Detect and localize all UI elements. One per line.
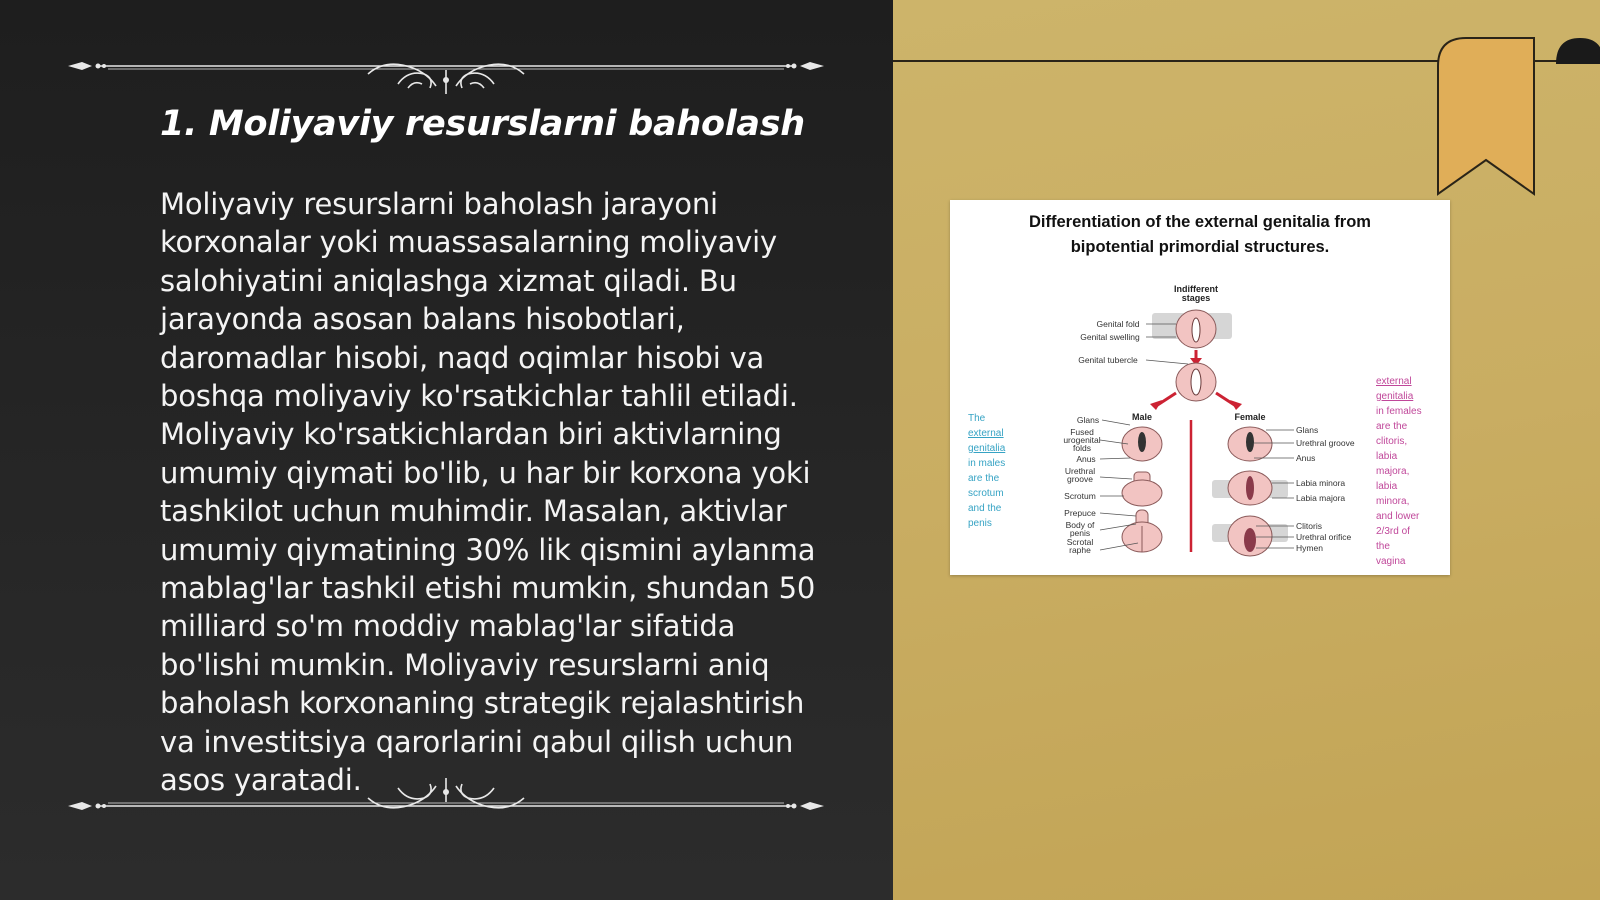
svg-text:and the: and the	[968, 503, 1002, 514]
svg-text:urogenital: urogenital	[1063, 435, 1101, 445]
figure-image	[950, 200, 1450, 575]
figure-title-line-2: bipotential primordial structures.	[1070, 238, 1330, 256]
svg-text:are the: are the	[968, 473, 1000, 484]
female-note	[1376, 376, 1422, 567]
svg-text:clitoris,: clitoris,	[1376, 436, 1408, 447]
svg-text:The: The	[968, 413, 986, 424]
ornamental-divider-top	[68, 44, 824, 94]
svg-text:groove: groove	[1067, 474, 1093, 484]
svg-text:Scrotal: Scrotal	[1066, 537, 1094, 547]
figure-title-line-1: Differentiation of the external genitalia from	[1029, 213, 1371, 231]
svg-text:vagina: vagina	[1376, 556, 1406, 567]
svg-text:minora,: minora,	[1376, 496, 1410, 507]
figure-title	[950, 210, 1450, 260]
bookmark-ribbon-icon	[1436, 36, 1536, 196]
svg-text:Genital swelling: Genital swelling	[1080, 332, 1140, 342]
male-label: Male	[1131, 412, 1153, 422]
male-note	[968, 413, 1006, 529]
svg-text:the: the	[1376, 541, 1390, 552]
male-stages	[1122, 427, 1162, 552]
svg-text:Glans: Glans	[1296, 425, 1319, 435]
svg-text:are the: are the	[1376, 421, 1408, 432]
svg-text:labia: labia	[1376, 481, 1398, 492]
svg-text:raphe: raphe	[1069, 545, 1091, 555]
svg-text:Labia minora: Labia minora	[1296, 478, 1346, 488]
svg-text:Glans: Glans	[1076, 415, 1100, 425]
svg-text:labia: labia	[1376, 451, 1398, 462]
svg-text:in females: in females	[1376, 406, 1422, 417]
svg-text:in males: in males	[968, 458, 1006, 469]
svg-text:folds: folds	[1073, 443, 1091, 453]
svg-text:external: external	[968, 428, 1004, 439]
svg-text:majora,: majora,	[1376, 466, 1410, 477]
indifferent-stage-label: Indifferent	[1174, 284, 1218, 294]
svg-text:Prepuce: Prepuce	[1064, 508, 1096, 518]
svg-text:Hymen: Hymen	[1296, 543, 1323, 553]
slide-body-text: Moliyaviy resurslarni baholash jarayoni korxonalar yoki muassasalarning moliyaviy salohiyatini aniqlashga xizmat qiladi. Bu jarayonda asosan balans hisobotlari, daromadlar hisobi, naqd oqimlar hisobi va boshqa moliyaviy ko'rsatkichlar tahlil etiladi. Moliyaviy ko'rsatkichlardan biri aktivlarning umumiy qiymati bo'lib, u har bir korxona yoki tashkilot uchun muhimdir. Masalan, aktivlar umumiy qiymatining 30% lik qismini aylanma mablag'lar tashkil etishi mumkin, shundan 50 milliard so'm moddiy mablag'lar sifatida bo'lishi mumkin. Moliyaviy resurslarni aniq baholash korxonaning strategik rejalashtirish va investitsiya qarorlarini qabul qilish uchun asos yaratadi.	[160, 187, 816, 798]
svg-text:Urethral orifice: Urethral orifice	[1296, 532, 1352, 542]
svg-text:external: external	[1376, 376, 1412, 387]
svg-text:genitalia: genitalia	[1376, 391, 1414, 402]
female-label: Female	[1234, 412, 1266, 422]
svg-text:Genital tubercle: Genital tubercle	[1078, 355, 1138, 365]
stages-label: stages	[1181, 293, 1211, 303]
svg-text:and lower: and lower	[1376, 511, 1420, 522]
svg-text:Urethral groove: Urethral groove	[1296, 438, 1355, 448]
svg-text:penis: penis	[1069, 528, 1091, 538]
svg-text:Genital fold: Genital fold	[1096, 319, 1140, 329]
svg-text:Anus: Anus	[1076, 454, 1096, 464]
svg-text:Labia majora: Labia majora	[1296, 493, 1346, 503]
svg-text:Body of: Body of	[1065, 520, 1095, 530]
svg-text:Anus: Anus	[1296, 453, 1316, 463]
ribbon-curl-icon	[1556, 36, 1600, 64]
svg-text:genitalia: genitalia	[968, 443, 1006, 454]
svg-text:Fused: Fused	[1070, 427, 1094, 437]
svg-text:Scrotum: Scrotum	[1064, 491, 1096, 501]
svg-text:2/3rd of: 2/3rd of	[1376, 526, 1410, 537]
svg-text:Urethral: Urethral	[1064, 466, 1096, 476]
slide-title: 1. Moliyaviy resurslarni baholash	[160, 104, 805, 144]
svg-text:scrotum: scrotum	[968, 488, 1004, 499]
svg-text:Clitoris: Clitoris	[1296, 521, 1322, 531]
svg-text:penis: penis	[968, 518, 992, 529]
